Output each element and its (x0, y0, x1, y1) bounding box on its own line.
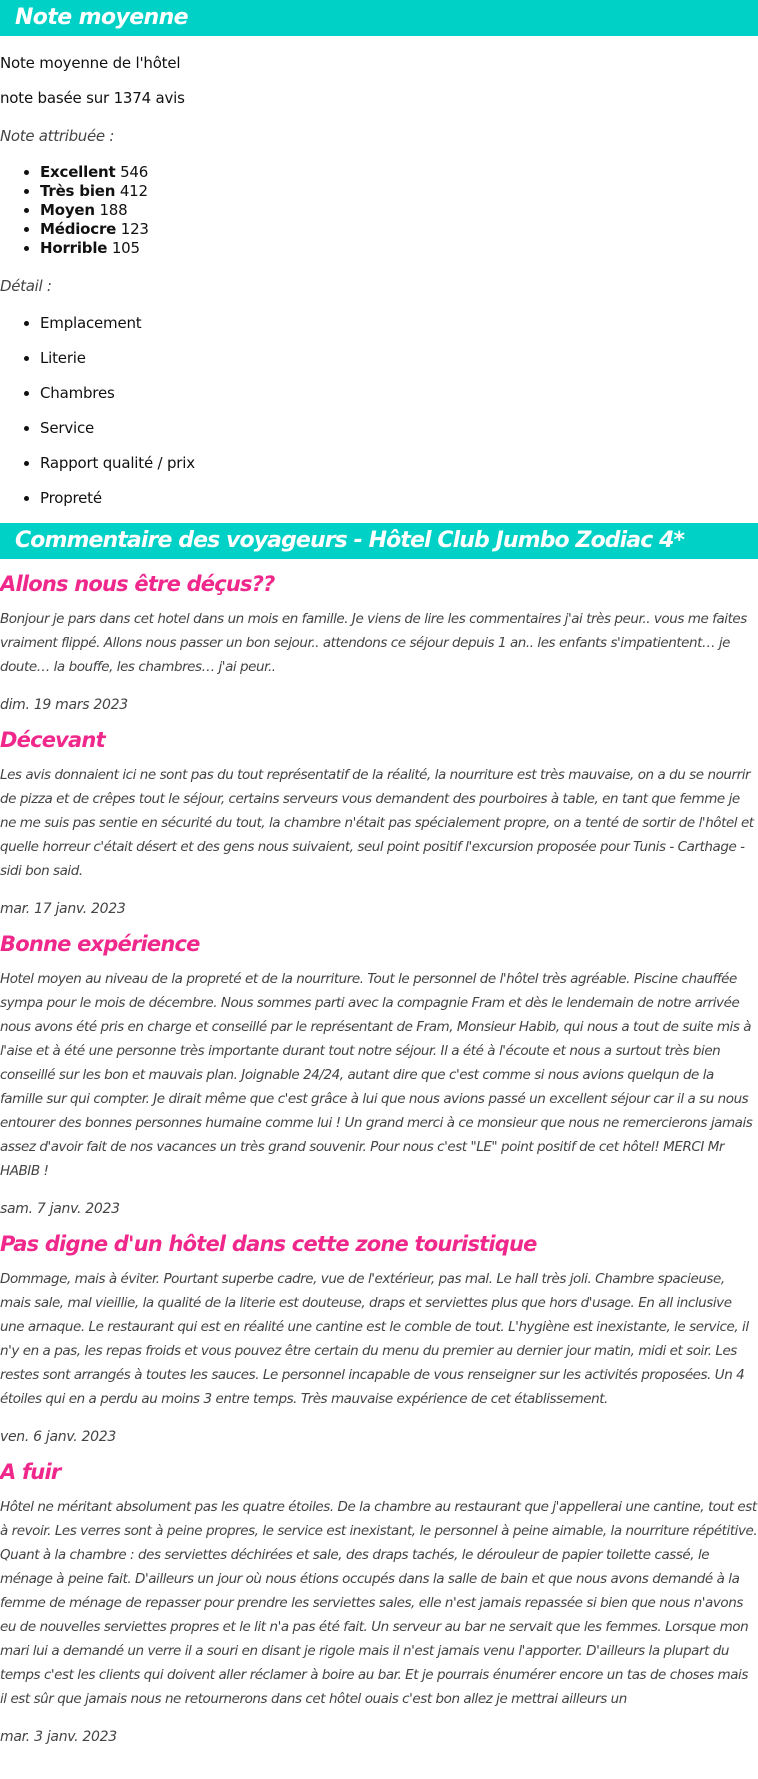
rating-item-tres-bien (40, 182, 758, 201)
rating-label: Moyen (40, 201, 95, 219)
rating-label: Horrible (40, 239, 108, 257)
comments-section-header: Commentaire des voyageurs - Hôtel Club Jumbo Zodiac 4* (0, 523, 758, 559)
detail-item-chambres: • Chambres (40, 383, 758, 403)
review-date: mar. 17 janv. 2023 (0, 901, 126, 917)
review-body: Dommage, mais à éviter. Pourtant superbe cadre, vue de l'extérieur, pas mal. Le hall très joli. Chambre spacieuse, mais sale, mal vieillie, la qualité de la literie est douteuse, draps et serviettes plus que hors d'usage. En all inclusive une arnaque. Le restaurant qui est en réalité une cantine est le comble de tout. L'hygiène est inexistante, le service, il n'y en a pas, les repas froids et vous pouvez être certain du menu du premier au dernier jour matin, midi et soir. Les restes sont arrangés à toutes les sauces. Le personnel incapable de vous renseigner sur les activités proposées. Un 4 étoiles qui en a perdu au moins 3 entre temps. Très mauvaise expérience de cet établissement. (0, 1271, 749, 1407)
review-date: dim. 19 mars 2023 (0, 697, 128, 713)
review-body: Les avis donnaient ici ne sont pas du tout représentatif de la réalité, la nourriture est très mauvaise, on a du se nourrir de pizza et de crêpes tout le séjour, certains serveurs vous demandent des pourboires à table, en tant que femme je ne me suis pas sentie en sécurité du tout, la chambre n'était pas spécialement propre, on a tenté de sortir de l'hôtel et quelle horreur c'était désert et des gens nous suivaient, seul point positif l'excursion proposée pour Tunis - Carthage - sidi bon said. (0, 767, 754, 879)
review-title: A fuir (0, 1460, 61, 1484)
review-date: ven. 6 janv. 2023 (0, 1429, 116, 1445)
rating-label: Médiocre (40, 220, 117, 238)
review-date: sam. 7 janv. 2023 (0, 1201, 120, 1217)
detail-label: Détail : (0, 277, 52, 295)
rating-count: 412 (119, 182, 148, 200)
rating-count: 123 (120, 220, 149, 238)
rating-item-moyen (40, 201, 758, 220)
detail-item-rapport-qualite-prix: • Rapport qualité / prix (40, 453, 758, 473)
rating-item-excellent (40, 163, 758, 182)
review-body: Hôtel ne méritant absolument pas les quatre étoiles. De la chambre au restaurant que j'appellerai une cantine, tout est à revoir. Les verres sont à peine propres, le service est inexistant, le personnel à peine aimable, la nourriture répétitive. Quant à la chambre : des serviettes déchirées et sale, des draps tachés, le dérouleur de papier toilette cassé, le ménage à peine fait. D'ailleurs un jour où nous étions occupés dans la salle de bain et que nous avons demandé à la femme de ménage de repasser pour prendre les serviettes sales, elle n'est jamais repassée si bien que nous n'avons eu de nouvelles serviettes propres et le lit n'a pas été fait. Un serveur au bar ne servait que les femmes. Lorsque mon mari lui a demandé un verre il a souri en disant je rigole mais il n'est jamais venu l'apporter. D'ailleurs la plupart du temps c'est les clients qui doivent aller réclamer à boire au bar. Et je pourrais énumérer encore un tas de choses mais il est sûr que jamais nous ne retournerons dans cet hôtel ouais c'est bon allez je mettrai ailleurs un (0, 1499, 758, 1707)
review-item (0, 930, 758, 1219)
review-count-text: note basée sur 1374 avis (0, 89, 185, 107)
detail-item-proprete: • Propreté (40, 488, 758, 508)
review-item (0, 726, 758, 919)
rating-item-mediocre (40, 220, 758, 239)
review-title: Décevant (0, 728, 105, 752)
detail-item-emplacement: • Emplacement (40, 313, 758, 333)
attributed-rating-label: Note attribuée : (0, 127, 115, 145)
rating-breakdown-list (0, 163, 758, 258)
review-body: Hotel moyen au niveau de la propreté et de la nourriture. Tout le personnel de l'hôtel très agréable. Piscine chauffée sympa pour le mois de décembre. Nous sommes parti avec la compagnie Fram et dès le lendemain de notre arrivée nous avons été pris en charge et conseillé par le représentant de Fram, Monsieur Habib, qui nous a tout de suite mis à l'aise et à été une personne très importante durant tout notre séjour. Il a été à l'écoute et nous a surtout très bien conseillé sur les bon et mauvais plan. Joignable 24/24, autant dire que c'est comme si nous avions quelqun de la famille sur qui compter. Je dirait même que c'est grâce à lui que nous avions passé un excellent séjour car il a su nous entourer des bonnes personnes humaine comme lui ! Un grand merci à ce monsieur que nous ne remercierons jamais assez d'avoir fait de nos vacances un très grand souvenir. Pour nous c'est "LE" point positif de cet hôtel! MERCI Mr HABIB ! (0, 971, 753, 1179)
review-item (0, 1458, 758, 1747)
review-body: Bonjour je pars dans cet hotel dans un mois en famille. Je viens de lire les commentaires j'ai très peur.. vous me faites vraiment flippé. Allons nous passer un bon sejour.. attendons ce séjour depuis 1 an.. les enfants s'impatientent… je doute… la bouffe, les chambres… j'ai peur.. (0, 611, 747, 675)
rating-label: Excellent (40, 163, 116, 181)
rating-count: 188 (99, 201, 128, 219)
rating-count: 105 (111, 239, 140, 257)
review-item (0, 1230, 758, 1447)
review-date: mar. 3 janv. 2023 (0, 1729, 117, 1745)
review-title: Pas digne d'un hôtel dans cette zone touristique (0, 1232, 537, 1256)
review-title: Allons nous être déçus?? (0, 572, 275, 596)
rating-section-header: Note moyenne (0, 0, 758, 36)
detail-criteria-list (0, 313, 758, 508)
rating-count: 546 (120, 163, 149, 181)
average-rating-label: Note moyenne de l'hôtel (0, 54, 181, 72)
detail-item-service: • Service (40, 418, 758, 438)
rating-label: Très bien (40, 182, 116, 200)
review-item (0, 570, 758, 715)
review-title: Bonne expérience (0, 932, 200, 956)
detail-item-literie: • Literie (40, 348, 758, 368)
rating-item-horrible (40, 239, 758, 258)
